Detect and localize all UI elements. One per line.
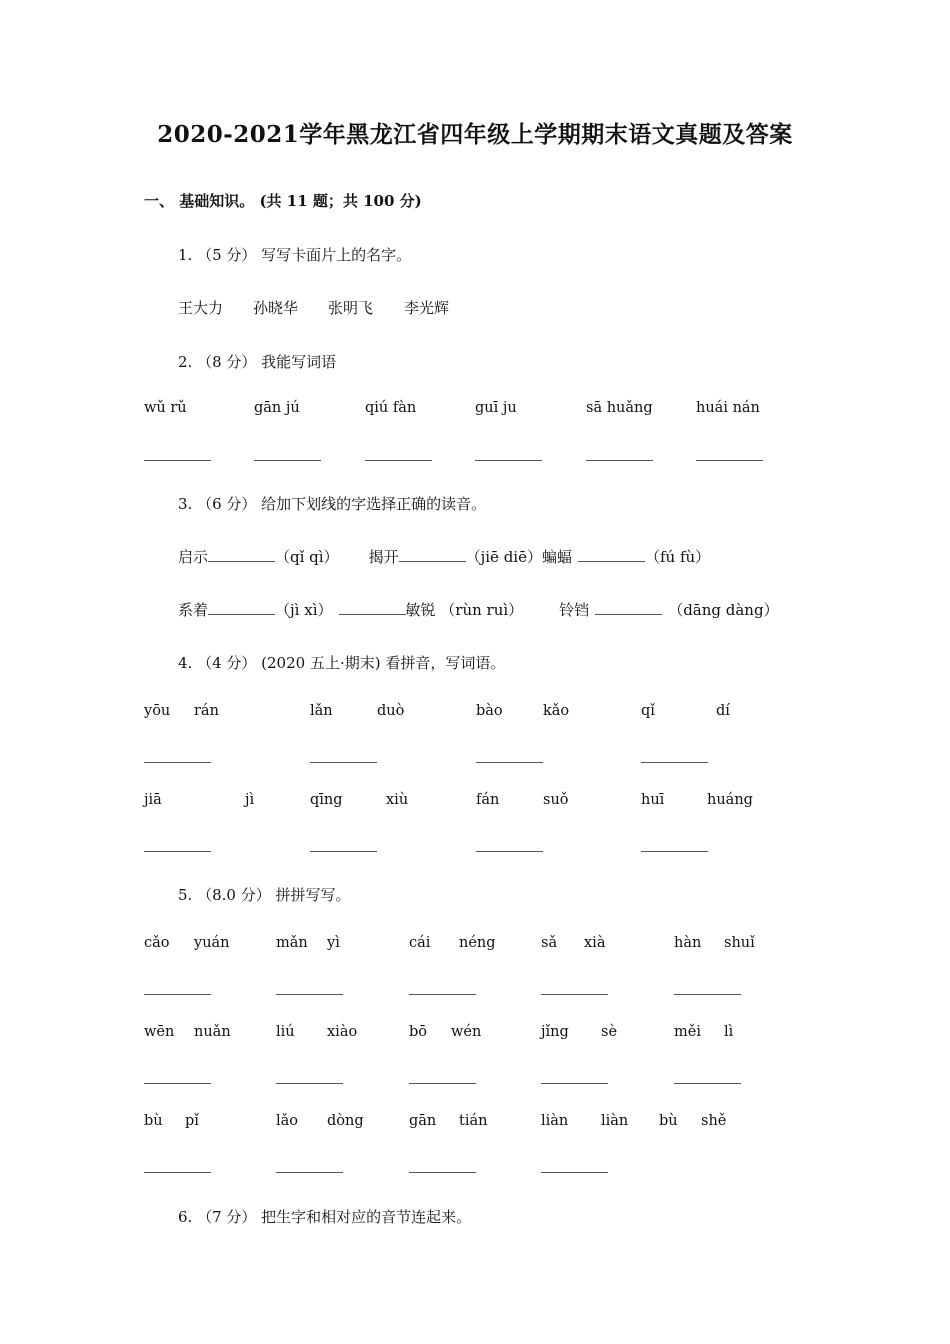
pinyin-label: xiù xyxy=(386,792,409,808)
pinyin-label: jì xyxy=(245,792,255,808)
pinyin-label: hàn xyxy=(674,935,702,951)
pinyin-label: bù xyxy=(659,1113,678,1129)
pinyin-label: qǐ xyxy=(641,703,655,719)
pinyin-label: yuán xyxy=(194,935,230,951)
pinyin-label: xiào xyxy=(327,1024,358,1040)
pinyin-label: liàn xyxy=(601,1113,629,1129)
pinyin-label: pǐ xyxy=(185,1113,199,1129)
pinyin-label: yōu xyxy=(144,703,171,719)
pinyin-label: néng xyxy=(459,935,496,951)
question-2-header: 2. （8 分） 我能写词语 xyxy=(178,353,337,371)
answer-blank[interactable] xyxy=(276,994,343,995)
answer-blank[interactable] xyxy=(144,762,211,763)
pinyin-label: fán xyxy=(476,792,500,808)
pinyin-label: lǎn xyxy=(310,703,333,719)
pinyin-label: bō xyxy=(409,1024,428,1040)
pinyin-label: kǎo xyxy=(543,703,570,719)
pinyin-label: liàn xyxy=(541,1113,569,1129)
pinyin-label: huáng xyxy=(707,792,753,808)
question-3-header: 3. （6 分） 给加下划线的字选择正确的读音。 xyxy=(178,495,487,513)
answer-blank[interactable] xyxy=(595,600,662,615)
pinyin-label: cǎo xyxy=(144,935,170,951)
answer-blank[interactable] xyxy=(276,1172,343,1173)
pinyin-label: rán xyxy=(194,703,219,719)
pinyin-label: shuǐ xyxy=(724,935,755,951)
answer-blank[interactable] xyxy=(208,600,275,615)
word-label: 铃铛 xyxy=(559,601,590,619)
answer-blank[interactable] xyxy=(541,1172,608,1173)
pinyin-label: dòng xyxy=(327,1113,364,1129)
pinyin-label: wǔ rǔ xyxy=(144,400,187,416)
answer-blank[interactable] xyxy=(365,460,432,461)
pinyin-label: cái xyxy=(409,935,431,951)
name-3: 张明飞 xyxy=(328,299,374,317)
name-2: 孙晓华 xyxy=(253,299,299,317)
pinyin-label: měi xyxy=(674,1024,701,1040)
pinyin-label: bào xyxy=(476,703,503,719)
name-1: 王大力 xyxy=(178,299,224,317)
question-4-header: 4. （4 分） (2020 五上·期末) 看拼音，写词语。 xyxy=(178,654,506,672)
word-label: 系着 xyxy=(178,601,209,619)
answer-blank[interactable] xyxy=(409,1172,476,1173)
answer-blank[interactable] xyxy=(409,1083,476,1084)
answer-blank[interactable] xyxy=(586,460,653,461)
answer-blank[interactable] xyxy=(208,547,275,562)
answer-blank[interactable] xyxy=(641,762,708,763)
pinyin-label: nuǎn xyxy=(194,1024,231,1040)
pinyin-label: huái nán xyxy=(696,400,760,416)
reading-options: 敏锐 （rùn ruì） xyxy=(405,601,524,619)
pinyin-label: bù xyxy=(144,1113,163,1129)
answer-blank[interactable] xyxy=(674,994,741,995)
pinyin-label: qiú fàn xyxy=(365,400,417,416)
pinyin-label: liú xyxy=(276,1024,295,1040)
pinyin-label: mǎn xyxy=(276,935,308,951)
word-label: 揭开 xyxy=(368,548,399,566)
page-title: 2020-2021学年黑龙江省四年级上学期期末语文真题及答案 xyxy=(157,121,793,148)
answer-blank[interactable] xyxy=(310,851,377,852)
question-6-header: 6. （7 分） 把生字和相对应的音节连起来。 xyxy=(178,1208,472,1226)
answer-blank[interactable] xyxy=(674,1083,741,1084)
answer-blank[interactable] xyxy=(641,851,708,852)
answer-blank[interactable] xyxy=(476,851,543,852)
pinyin-label: lì xyxy=(724,1024,734,1040)
pinyin-label: huī xyxy=(641,792,665,808)
word-label: 启示 xyxy=(178,548,209,566)
answer-blank[interactable] xyxy=(144,1083,211,1084)
pinyin-label: sā huǎng xyxy=(586,400,653,416)
pinyin-label: wén xyxy=(451,1024,482,1040)
answer-blank[interactable] xyxy=(476,762,543,763)
pinyin-label: qīng xyxy=(310,792,343,808)
reading-options: （fú fù） xyxy=(644,548,711,566)
pinyin-label: guī ju xyxy=(475,400,517,416)
answer-blank[interactable] xyxy=(254,460,321,461)
name-4: 李光辉 xyxy=(404,299,450,317)
answer-blank[interactable] xyxy=(696,460,763,461)
answer-blank[interactable] xyxy=(339,600,406,615)
answer-blank[interactable] xyxy=(541,1083,608,1084)
question-1-header: 1. （5 分） 写写卡面片上的名字。 xyxy=(178,246,412,264)
pinyin-label: yì xyxy=(327,935,340,951)
pinyin-label: jiā xyxy=(144,792,162,808)
question-5-header: 5. （8.0 分） 拼拼写写。 xyxy=(178,886,351,904)
pinyin-label: lǎo xyxy=(276,1113,299,1129)
answer-blank[interactable] xyxy=(144,460,211,461)
answer-blank[interactable] xyxy=(276,1083,343,1084)
answer-blank[interactable] xyxy=(144,851,211,852)
answer-blank[interactable] xyxy=(409,994,476,995)
pinyin-label: tián xyxy=(459,1113,488,1129)
pinyin-label: shě xyxy=(701,1113,727,1129)
pinyin-label: jǐng xyxy=(541,1024,569,1040)
answer-blank[interactable] xyxy=(578,547,645,562)
pinyin-label: suǒ xyxy=(543,792,569,808)
pinyin-label: duò xyxy=(377,703,405,719)
pinyin-label: dí xyxy=(716,703,730,719)
answer-blank[interactable] xyxy=(541,994,608,995)
pinyin-label: sè xyxy=(601,1024,618,1040)
answer-blank[interactable] xyxy=(144,1172,211,1173)
reading-options: （jì xì） xyxy=(275,601,333,619)
answer-blank[interactable] xyxy=(475,460,542,461)
reading-options: （jiē diē）蝙蝠 xyxy=(465,548,572,566)
pinyin-label: gān xyxy=(409,1113,437,1129)
question-3-row-1 xyxy=(178,546,710,567)
question-3-row-2 xyxy=(178,599,779,620)
answer-blank[interactable] xyxy=(310,762,377,763)
reading-options: （dāng dàng） xyxy=(668,601,779,619)
answer-blank[interactable] xyxy=(399,547,466,562)
pinyin-label: wēn xyxy=(144,1024,175,1040)
reading-options: （qǐ qì） xyxy=(275,548,339,566)
pinyin-label: gān jú xyxy=(254,400,300,416)
section-heading: 一、 基础知识。 (共 11 题；共 100 分) xyxy=(144,192,422,210)
answer-blank[interactable] xyxy=(144,994,211,995)
pinyin-label: xià xyxy=(584,935,606,951)
pinyin-label: sǎ xyxy=(541,935,558,951)
